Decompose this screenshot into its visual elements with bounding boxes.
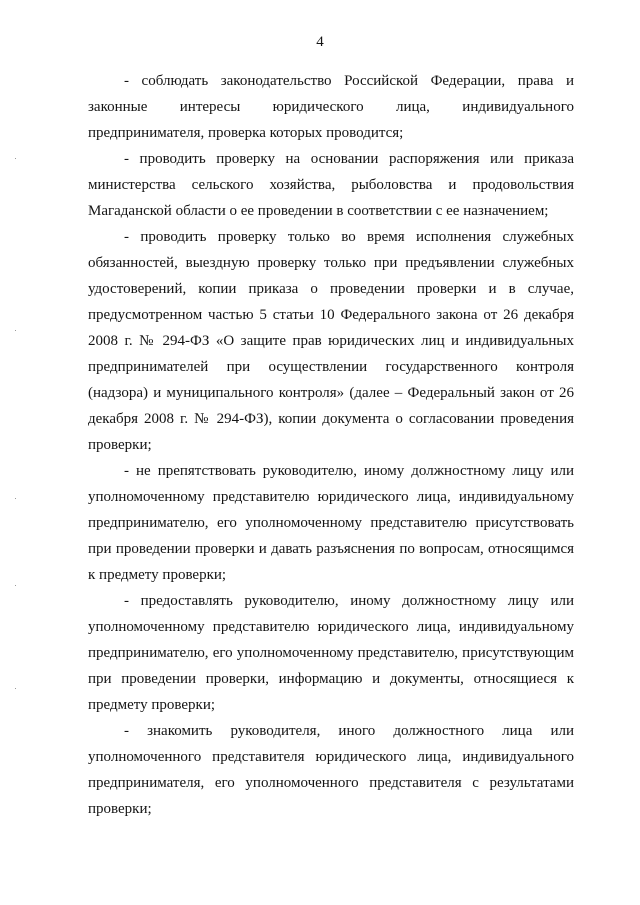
- scan-speck: [15, 158, 16, 159]
- scan-speck: [15, 688, 16, 689]
- paragraph-3: - проводить проверку только во время исполнения служебных обязанностей, выездную проверку только при предъявлении служебных удостоверений, копии приказа о проведении проверки и в случае, предусмотренном частью 5 статьи 10 Федерального закона от 26 декабря 2008 г. № 294-ФЗ «О защите прав юридических лиц и индивидуальных предпринимателей при осуществлении государственного контроля (надзора) и муниципального контроля» (далее – Федеральный закон от 26 декабря 2008 г. № 294-ФЗ), копии документа о согласовании проведения проверки;: [88, 229, 574, 453]
- paragraph-2: - проводить проверку на основании распоряжения или приказа министерства сельского хозяйства, рыболовства и продовольствия Магаданской области о ее проведении в соответствии с ее назначением;: [88, 151, 574, 219]
- page-number: 4: [316, 34, 324, 50]
- scan-speck: [15, 330, 16, 331]
- paragraph-1: - соблюдать законодательство Российской Федерации, права и законные интересы юридического лица, индивидуального предпринимателя, проверка которых проводится;: [88, 73, 574, 141]
- paragraph-6: - знакомить руководителя, иного должностного лица или уполномоченного представителя юридического лица, индивидуального предпринимателя, его уполномоченного представителя с результатами проверки;: [88, 723, 574, 817]
- paragraph-4: - не препятствовать руководителю, иному должностному лицу или уполномоченному представителю юридического лица, индивидуальному предпринимателю, его уполномоченному представителю присутствовать при проведении проверки и давать разъяснения по вопросам, относящимся к предмету проверки;: [88, 463, 574, 583]
- scan-speck: [15, 585, 16, 586]
- document-body: [88, 68, 574, 822]
- scan-speck: [15, 498, 16, 499]
- paragraph-5: - предоставлять руководителю, иному должностному лицу или уполномоченному представителю юридического лица, индивидуальному предпринимателю, его уполномоченному представителю, присутствующим при проведении проверки, информацию и документы, относящиеся к предмету проверки;: [88, 593, 574, 713]
